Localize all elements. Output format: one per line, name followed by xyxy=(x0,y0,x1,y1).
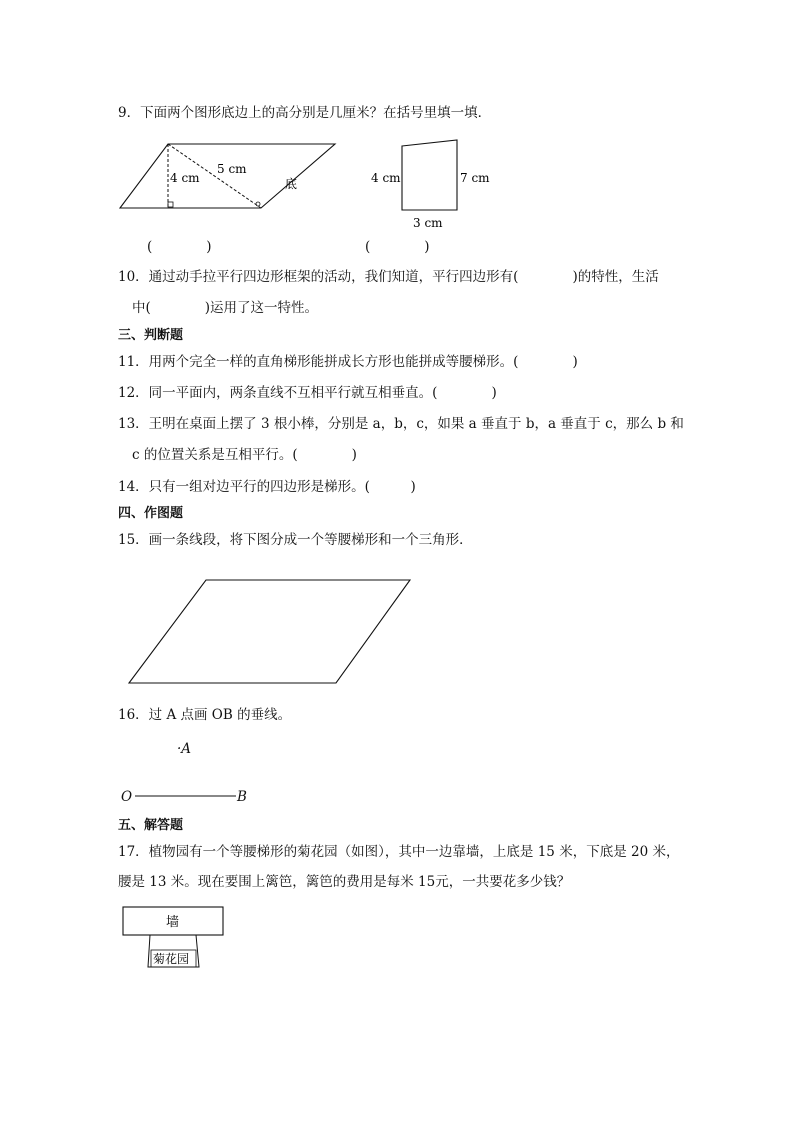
q13-line-1: 13．王明在桌面上摆了 3 根小棒，分别是 a，b，c，如果 a 垂直于 b，a 垂直于 c，那么 b 和 xyxy=(118,416,684,432)
side-label: 5 cm xyxy=(217,162,247,176)
section-drawing-heading: 四、作图题 xyxy=(118,506,184,521)
ob-segment xyxy=(132,790,242,802)
parallelogram-shape xyxy=(120,144,335,208)
wall-label: 墙 xyxy=(166,915,180,930)
q9-parallelogram-figure xyxy=(115,138,340,216)
q12-text: 12．同一平面内，两条直线不互相平行就互相垂直。( ) xyxy=(118,385,497,401)
q9-answer-blank-1[interactable]: ( ) xyxy=(147,239,212,255)
q9-trapezoid-figure xyxy=(368,138,498,234)
q13-line-2: c 的位置关系是互相平行。( ) xyxy=(132,447,357,463)
q9-answer-blank-2[interactable]: ( ) xyxy=(365,239,430,255)
point-a-label: ·A xyxy=(177,741,192,757)
q17-line-2: 腰是 13 米。现在要围上篱笆，篱笆的费用是每米 15元，一共要花多少钱？ xyxy=(118,874,571,890)
q15-parallelogram-figure xyxy=(126,576,416,688)
q17-garden-figure xyxy=(120,904,230,974)
left-side-label: 4 cm xyxy=(371,171,401,185)
q11-text: 11．用两个完全一样的直角梯形能拼成长方形也能拼成等腰梯形。( ) xyxy=(118,354,578,370)
section-answer-heading: 五、解答题 xyxy=(118,818,184,833)
right-side-label: 7 cm xyxy=(460,171,490,185)
base-label: 底 xyxy=(285,177,298,191)
point-b-label: B xyxy=(237,789,247,805)
garden-label: 菊花园 xyxy=(153,952,190,966)
q9-text: 9．下面两个图形底边上的高分别是几厘米？在括号里填一填． xyxy=(118,105,492,121)
q15-text: 15．画一条线段，将下图分成一个等腰梯形和一个三角形． xyxy=(118,532,473,548)
parallelogram-to-divide xyxy=(129,580,410,683)
height-label: 4 cm xyxy=(170,171,200,185)
q14-text: 14．只有一组对边平行的四边形是梯形。( ) xyxy=(118,479,416,495)
q17-line-1: 17．植物园有一个等腰梯形的菊花园（如图），其中一边靠墙，上底是 15 米，下底是 20 米， xyxy=(118,844,680,860)
q10-line-1: 10．通过动手拉平行四边形框架的活动，我们知道，平行四边形有( )的特性，生活 xyxy=(118,269,659,285)
right-angle-mark-2 xyxy=(256,202,260,206)
bottom-side-label: 3 cm xyxy=(413,216,443,230)
q16-text: 16．过 A 点画 OB 的垂线。 xyxy=(118,707,292,723)
right-trapezoid-shape xyxy=(402,140,457,210)
point-o-label: O xyxy=(121,789,133,805)
section-judgement-heading: 三、判断题 xyxy=(118,328,184,343)
q10-line-2: 中( )运用了这一特性。 xyxy=(132,300,319,316)
right-angle-mark xyxy=(168,202,173,207)
